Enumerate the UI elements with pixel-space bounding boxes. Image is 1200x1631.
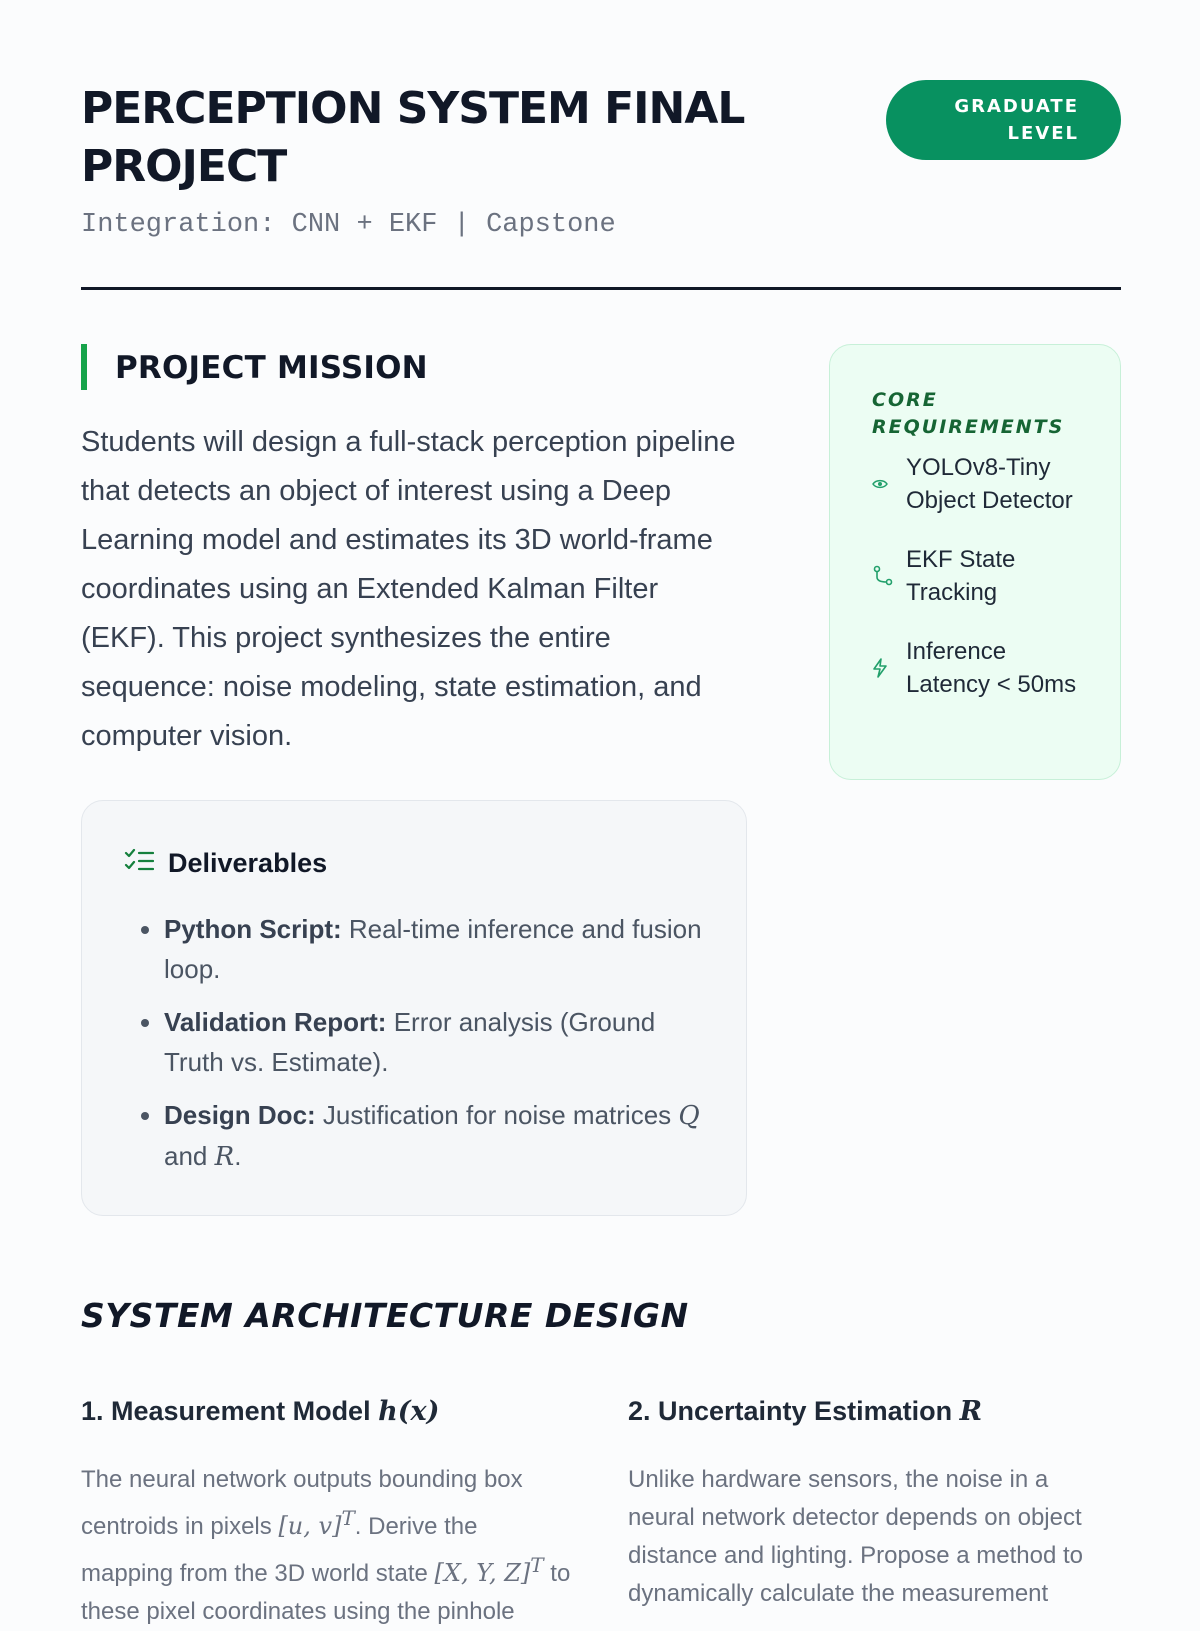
body-text: to these pixel coordinates using the pinhole [81, 1560, 571, 1625]
mission-body: Students will design a full-stack perception pipeline that detects an object of interest using a Deep Learning model and estimates its 3D world-frame coordinates using an Extended Kalman Filter (EKF). This project synthesizes the entire sequence: noise modeling, state estimation, and computer vision. [81, 426, 736, 752]
uncertainty-body: Unlike hardware sensors, the noise in a neural network detector depends on object distance and lighting. Propose a method to dynamically calculate the measurement [628, 1466, 1083, 1607]
page [81, 0, 1121, 1625]
list-item [164, 1002, 706, 1082]
deliverables-list [124, 909, 706, 1177]
measurement-math: h(x) [378, 1396, 440, 1427]
body-text: . Derive the mapping from the 3D world state [81, 1513, 478, 1587]
level-badge: GRADUATE LEVEL [886, 80, 1121, 160]
mission-title: PROJECT MISSION [115, 350, 428, 386]
mission-section [81, 344, 746, 761]
page-title: PERCEPTION SYSTEM FINAL PROJECT [81, 83, 745, 192]
uncertainty-title-text: 2. Uncertainty Estimation [628, 1396, 953, 1426]
deliverables-header [124, 843, 706, 883]
math-xyz: [X, Y, Z] [434, 1559, 531, 1587]
deliverable-desc: Error analysis (Ground Truth vs. Estimate). [164, 1007, 656, 1077]
deliverable-term: Python Script: [164, 914, 342, 944]
deliverables-title: Deliverables [168, 847, 328, 878]
eye-icon [872, 478, 896, 490]
list-item [164, 909, 706, 989]
deliverables-card [81, 800, 747, 1216]
requirement-label: Inference Latency < 50ms [906, 638, 1077, 698]
body-text: The neural network outputs bounding box centroids in pixels [81, 1466, 523, 1540]
deliverable-desc: Justification for noise matrices [322, 1100, 672, 1130]
math-sup: T [341, 1506, 355, 1530]
measurement-model-column [81, 1396, 571, 1631]
math-q: Q [678, 1101, 700, 1131]
requirements-title: CORE REQUIREMENTS [872, 389, 1065, 438]
list-item [164, 1095, 706, 1177]
measurement-model-title [81, 1396, 571, 1427]
checklist-icon [124, 848, 154, 879]
deliverable-desc: Real-time inference and fusion loop. [164, 914, 702, 984]
header [81, 0, 1121, 290]
math-uv: [u, v] [278, 1512, 342, 1540]
requirement-label: YOLOv8-Tiny Object Detector [906, 454, 1073, 514]
uncertainty-column [628, 1396, 1118, 1613]
measurement-model-body [81, 1461, 571, 1631]
measurement-model-title-text: 1. Measurement Model [81, 1396, 371, 1426]
architecture-title: SYSTEM ARCHITECTURE DESIGN [81, 1296, 689, 1335]
core-requirements-card [829, 344, 1121, 780]
requirement-label: EKF State Tracking [906, 546, 1016, 606]
deliverable-term: Validation Report: [164, 1007, 387, 1037]
deliverable-and: and [164, 1141, 208, 1171]
route-icon [872, 565, 896, 587]
math-r: R [214, 1142, 235, 1172]
deliverable-term: Design Doc: [164, 1100, 316, 1130]
deliverable-period: . [234, 1141, 242, 1171]
lightning-icon [872, 658, 896, 678]
requirement-item [872, 543, 1086, 609]
section-accent-bar [81, 344, 87, 390]
requirement-item [872, 451, 1086, 517]
requirement-item [872, 635, 1086, 701]
math-sup: T [530, 1553, 544, 1577]
mission-heading [81, 344, 746, 390]
page-subtitle: Integration: CNN + EKF | Capstone [81, 210, 616, 240]
header-divider [81, 287, 1121, 290]
math-r-title: R [959, 1396, 983, 1427]
uncertainty-title [628, 1396, 1118, 1427]
